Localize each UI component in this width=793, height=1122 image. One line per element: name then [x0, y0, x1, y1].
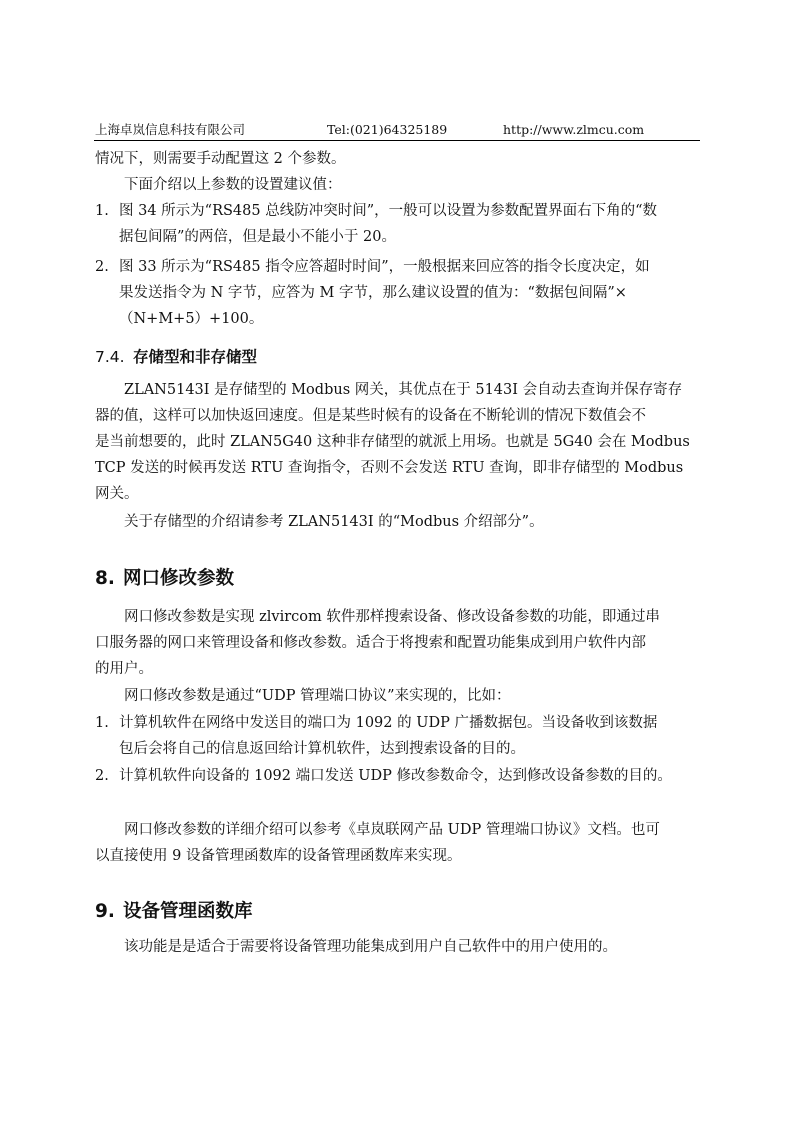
list-number: 2.: [95, 259, 109, 275]
paragraph-net-config: [95, 604, 730, 630]
list-item: [95, 710, 701, 762]
header-divider: [94, 140, 700, 141]
paragraph-udp-protocol: 网口修改参数是通过“UDP 管理端口协议”来实现的，比如：: [124, 688, 511, 704]
list-number: 2.: [95, 768, 109, 784]
paragraph-line: 网关。: [95, 486, 139, 502]
paragraph-line: 是当前想要的，此时 ZLAN5G40 这种非存储型的就派上用场。也就是 5G40 会在 Modbus: [95, 434, 690, 450]
header-tel: Tel:(021)64325189: [327, 122, 448, 137]
header-website[interactable]: http://www.zlmcu.com: [503, 122, 645, 137]
paragraph-storage-ref: 关于存储型的介绍请参考 ZLAN5143I 的“Modbus 介绍部分”。: [124, 514, 544, 530]
paragraph-net-config-detail: [95, 817, 730, 843]
paragraph-net-config-cont: [95, 630, 701, 682]
section-heading-9: [95, 899, 253, 925]
list-line: 据包间隔”的两倍，但是最小不能小于 20。: [119, 229, 396, 245]
section-heading-7-4: [95, 346, 257, 368]
paragraph-line: 的用户。: [95, 661, 153, 677]
list-line: 图 33 所示为“RS485 指令应答超时时间”，一般根据来回应答的指令长度决定，如: [119, 259, 650, 275]
section-heading-8: [95, 566, 234, 592]
section-number: 8.: [95, 568, 115, 589]
header-company: 上海卓岚信息科技有限公司: [95, 122, 246, 137]
paragraph-line: ZLAN5143I 是存储型的 Modbus 网关，其优点在于 5143I 会自动去查询并保存寄存: [124, 382, 683, 398]
paragraph-line: 器的值，这样可以加快返回速度。但是某些时候有的设备在不断轮训的情况下数值会不: [95, 408, 646, 424]
section-number: 9.: [95, 901, 115, 922]
section-title: 设备管理函数库: [123, 901, 253, 922]
list-line: 图 34 所示为“RS485 总线防冲突时间”，一般可以设置为参数配置界面右下角的“数: [119, 203, 658, 219]
list-item: [95, 198, 701, 250]
paragraph-line: 以直接使用 9 设备管理函数库的设备管理函数库来实现。: [95, 848, 462, 864]
paragraph-continuation: 情况下，则需要手动配置这 2 个参数。: [95, 151, 346, 167]
paragraph-line: 网口修改参数的详细介绍可以参考《卓岚联网产品 UDP 管理端口协议》文档。也可: [124, 822, 660, 838]
list-line: （N+M+5）+100。: [119, 311, 264, 327]
section-title: 存储型和非存储型: [133, 348, 258, 366]
list-line: 包后会将自己的信息返回给计算机软件，达到搜索设备的目的。: [119, 741, 525, 757]
list-item: [95, 763, 701, 789]
paragraph-storage-type-cont: [95, 403, 701, 507]
paragraph-net-config-detail-cont: [95, 843, 701, 869]
list-number: 1.: [95, 715, 109, 731]
section-number: 7.4.: [95, 348, 125, 366]
paragraph-storage-type: [95, 377, 730, 403]
list-line: 果发送指令为 N 字节，应答为 M 字节，那么建议设置的值为：“数据包间隔”×: [119, 285, 627, 301]
list-number: 1.: [95, 203, 109, 219]
list-item: [95, 254, 701, 332]
section-title: 网口修改参数: [123, 568, 235, 589]
paragraph-device-lib: 该功能是是适合于需要将设备管理功能集成到用户自己软件中的用户使用的。: [124, 939, 617, 955]
paragraph-line: TCP 发送的时候再发送 RTU 查询指令，否则不会发送 RTU 查询，即非存储型的 Modbus: [95, 460, 684, 476]
paragraph-line: 网口修改参数是实现 zlvircom 软件那样搜索设备、修改设备参数的功能，即通过串: [124, 609, 660, 625]
paragraph-intro: 下面介绍以上参数的设置建议值：: [124, 177, 342, 193]
list-line: 计算机软件在网络中发送目的端口为 1092 的 UDP 广播数据包。当设备收到该数据: [119, 715, 658, 731]
paragraph-line: 口服务器的网口来管理设备和修改参数。适合于将搜索和配置功能集成到用户软件内部: [95, 635, 646, 651]
list-line: 计算机软件向设备的 1092 端口发送 UDP 修改参数命令，达到修改设备参数的目的。: [119, 768, 672, 784]
